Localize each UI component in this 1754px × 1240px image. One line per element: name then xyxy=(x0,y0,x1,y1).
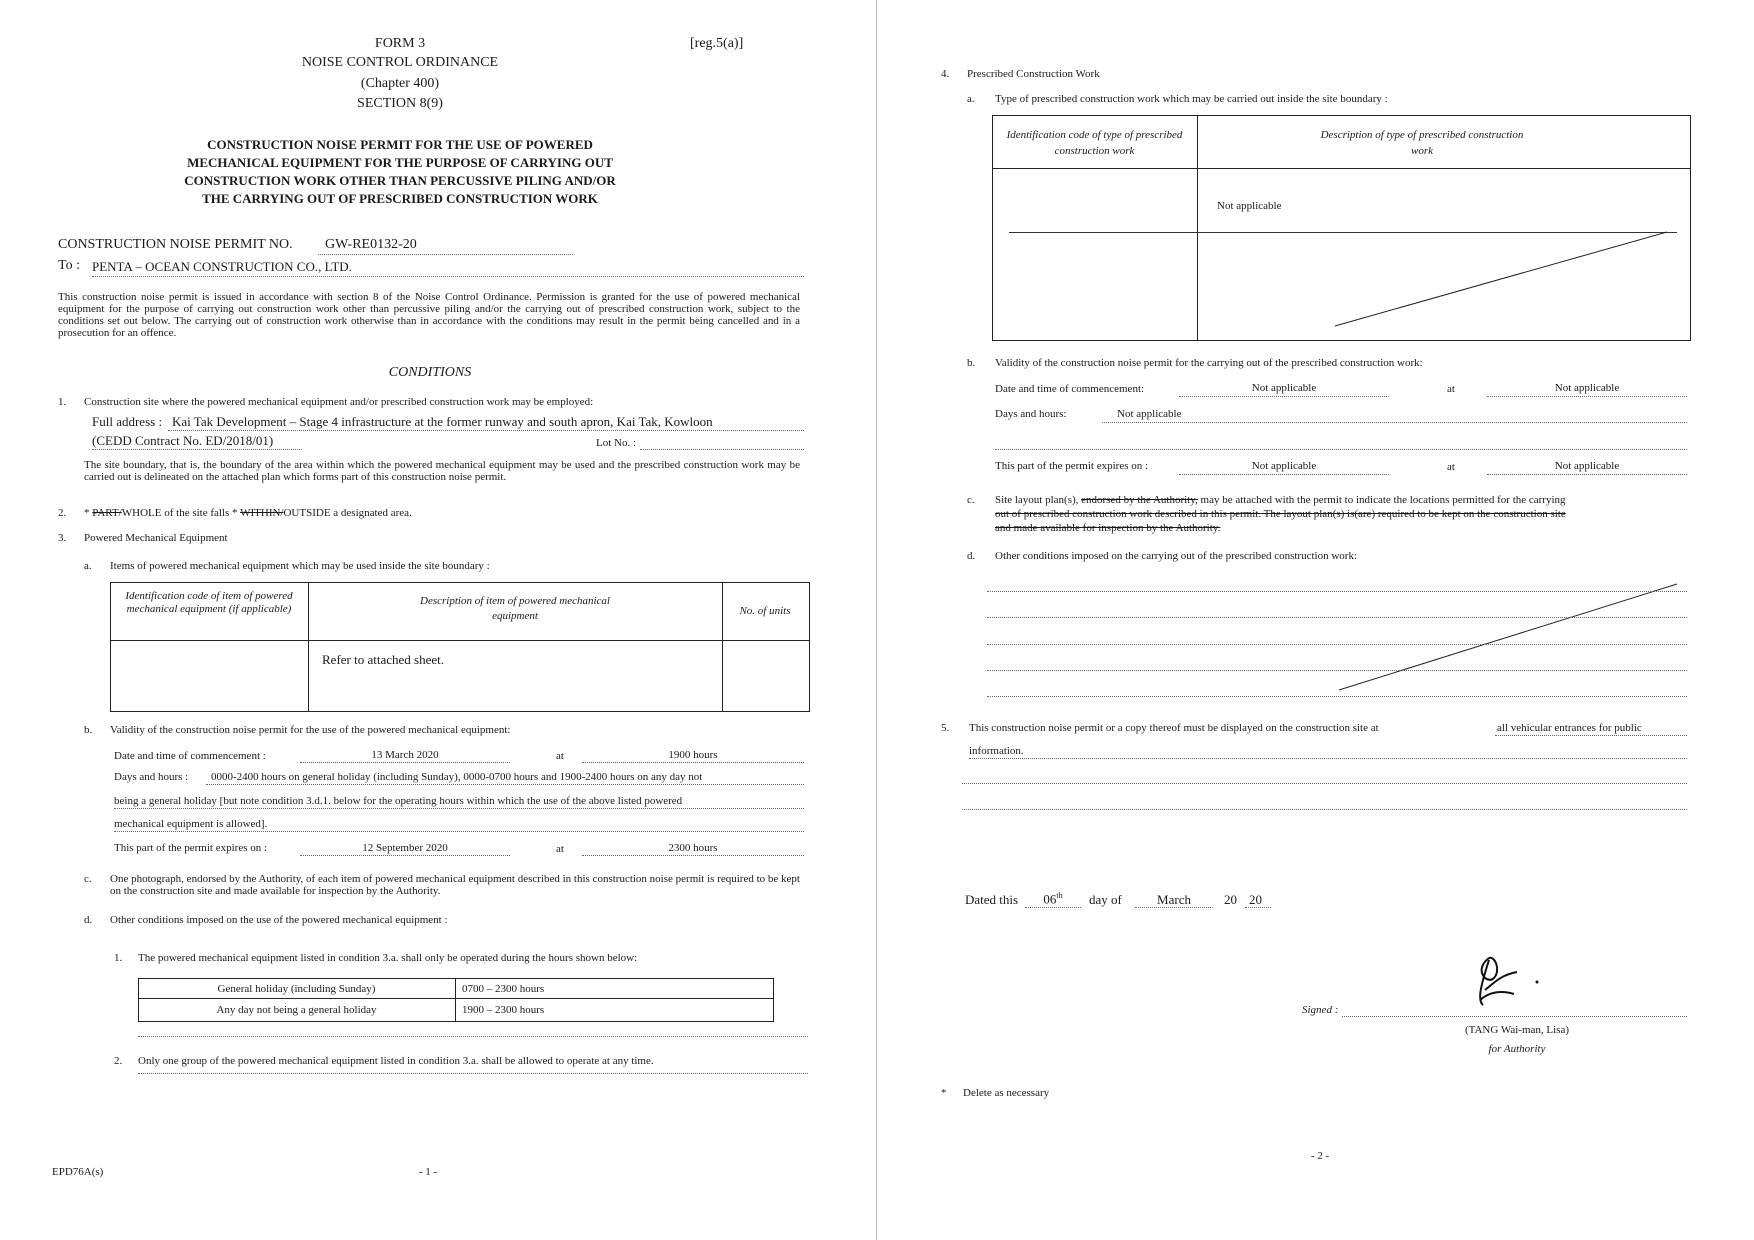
condition-4d-number: d. xyxy=(967,550,976,562)
expiry-date-line xyxy=(300,855,510,856)
work-expiry-time-line xyxy=(1487,474,1687,475)
condition-5-fill: all vehicular entrances for public xyxy=(1497,722,1642,734)
signed-label: Signed : xyxy=(1302,1004,1339,1016)
delete-note-star: * xyxy=(941,1087,947,1099)
condition-4b-number: b. xyxy=(967,357,976,369)
condition-3b-text: Validity of the construction noise permit for the use of the powered mechanical equipment: xyxy=(110,724,511,736)
work-days-rule-2 xyxy=(995,449,1687,450)
days-hours-rule-3 xyxy=(114,831,804,832)
page-number-2: - 2 - xyxy=(1310,1150,1330,1162)
dated-day-line xyxy=(1025,907,1081,908)
dated-month-line xyxy=(1135,907,1213,908)
condition-2-whole: WHOLE of the site falls xyxy=(121,507,230,519)
other-conditions-rule-3 xyxy=(987,644,1687,645)
site-boundary-paragraph: The site boundary, that is, the boundary of the area within which the powered mechanical equipment may be used and the prescribed construction work may be carried out is delineated on the attached plan which forms part of this construction noise permit. xyxy=(84,459,800,483)
condition-d2-text: Only one group of the powered mechanical equipment listed in condition 3.a. shall be allowed to operate at any time. xyxy=(138,1055,654,1067)
day-of-label: day of xyxy=(1089,892,1122,907)
page-number-1: - 1 - xyxy=(418,1166,438,1178)
condition-4c-number: c. xyxy=(967,494,975,506)
dated-month: March xyxy=(1157,892,1191,907)
condition-3d-text: Other conditions imposed on the use of the powered mechanical equipment : xyxy=(110,914,448,926)
condition-4c-strike-c: and made available for inspection by the Authority. xyxy=(995,522,1221,534)
ordinance-name: NOISE CONTROL ORDINANCE xyxy=(301,55,499,70)
work-commencement-label: Date and time of commencement: xyxy=(995,383,1145,395)
condition-3a-text: Items of powered mechanical equipment which may be used inside the site boundary : xyxy=(110,560,490,572)
expiry-label: This part of the permit expires on : xyxy=(114,842,268,854)
hours-table-row-line xyxy=(138,998,773,999)
expiry-time-line xyxy=(582,855,804,856)
hours-table-divider xyxy=(455,978,456,1021)
other-conditions-strike-diagonal xyxy=(1339,584,1677,690)
delete-note: Delete as necessary xyxy=(963,1087,1050,1099)
condition-5-rule-2 xyxy=(962,783,1687,784)
days-hours-label: Days and hours : xyxy=(114,771,189,783)
condition-3-number: 3. xyxy=(58,532,67,544)
days-hours-rule-1 xyxy=(206,784,804,785)
site-address: Kai Tak Development – Stage 4 infrastructure at the former runway and south apron, Kai Tak, Kowloon xyxy=(172,414,713,429)
signer-name: (TANG Wai-man, Lisa) xyxy=(1464,1024,1570,1036)
dated-year-suffix: 20 xyxy=(1249,892,1262,907)
prescribed-work-strike-horizontal xyxy=(1009,232,1677,233)
d2-rule xyxy=(138,1073,808,1074)
days-hours-line-2: being a general holiday [but note condition 3.d.1. below for the operating hours within which the use of the above listed powered xyxy=(114,795,683,807)
lot-label: Lot No. : xyxy=(596,437,637,449)
condition-d2-number: 2. xyxy=(114,1055,123,1067)
address-line xyxy=(168,430,804,431)
equipment-table-body: Refer to attached sheet. xyxy=(322,652,444,667)
days-hours-rule-2 xyxy=(114,808,804,809)
work-expiry-value: Not applicable xyxy=(1251,460,1317,472)
permit-title-line-4: THE CARRYING OUT OF PRESCRIBED CONSTRUCTION WORK xyxy=(202,191,598,206)
work-expiry-time: Not applicable xyxy=(1554,460,1620,472)
permit-number-line xyxy=(318,254,573,255)
addressee-line xyxy=(92,276,804,277)
to-label: To : xyxy=(58,258,80,273)
regulation-ref: [reg.5(a)] xyxy=(690,36,744,51)
condition-2-part: PART/ xyxy=(92,507,122,519)
other-conditions-rule-4 xyxy=(987,670,1687,671)
work-days-rule-1 xyxy=(1102,422,1687,423)
chapter: (Chapter 400) xyxy=(360,76,440,91)
work-commencement-value: Not applicable xyxy=(1251,382,1317,394)
work-days-label: Days and hours: xyxy=(995,408,1067,420)
condition-5-text: This construction noise permit or a copy thereof must be displayed on the construction site at xyxy=(969,722,1379,734)
condition-4-number: 4. xyxy=(941,68,950,80)
condition-2-star-2: * xyxy=(232,507,238,519)
document-page-2 xyxy=(877,0,1754,1240)
hours-row-1-value: 0700 – 2300 hours xyxy=(462,983,545,995)
condition-2-star-1: * xyxy=(84,507,90,519)
commencement-time-line xyxy=(582,762,804,763)
condition-4a-text: Type of prescribed construction work which may be carried out inside the site boundary : xyxy=(995,93,1388,105)
condition-5-rule-1 xyxy=(969,758,1687,759)
condition-5-fill-line xyxy=(1495,735,1687,736)
prescribed-work-body: Not applicable xyxy=(1217,200,1282,212)
prescribed-work-table-divider xyxy=(1197,115,1198,340)
prescribed-work-table-header-line xyxy=(992,168,1690,169)
other-conditions-rule-1 xyxy=(987,591,1687,592)
for-authority: for Authority xyxy=(1488,1043,1546,1055)
dated-this-label: Dated this xyxy=(965,892,1019,907)
condition-1-text: Construction site where the powered mechanical equipment and/or prescribed construction work may be employed: xyxy=(84,396,594,408)
condition-4b-text: Validity of the construction noise permit for the carrying out of the prescribed construction work: xyxy=(995,357,1423,369)
equipment-table-header-code: Identification code of item of powered mechanical equipment (if applicable) xyxy=(125,590,293,615)
expiry-time: 2300 hours xyxy=(668,842,718,854)
other-conditions-rule-5 xyxy=(987,696,1687,697)
commencement-date: 13 March 2020 xyxy=(371,749,439,761)
work-commencement-time-line xyxy=(1487,396,1687,397)
intro-paragraph: This construction noise permit is issued in accordance with section 8 of the Noise Control Ordinance. Permission is granted for the use of powered mechanical equipment for the purpose of carrying out construction work other than percussive piling and/or the carrying out of prescribed construction work, subject to the conditions set out below. The carrying out of construction work otherwise than in accordance with the conditions may result in the permit being cancelled and in a prosecution for an offence. xyxy=(58,291,800,339)
condition-5-rule-3 xyxy=(962,809,1687,810)
signature-line xyxy=(1342,1016,1687,1017)
work-days-value: Not applicable xyxy=(1117,408,1182,420)
condition-4-title: Prescribed Construction Work xyxy=(967,68,1100,80)
form-code: EPD76A(s) xyxy=(52,1166,104,1178)
condition-5-fill-2: information. xyxy=(969,745,1024,757)
condition-2-text xyxy=(84,507,412,519)
condition-4a-number: a. xyxy=(967,93,975,105)
signature-mark xyxy=(1480,958,1517,1005)
d1-rule xyxy=(138,1036,808,1037)
section: SECTION 8(9) xyxy=(357,96,443,111)
condition-3c-number: c. xyxy=(84,873,92,885)
condition-3c-text: One photograph, endorsed by the Authority, of each item of powered mechanical equipment described in this construction noise permit is required to be kept on the construction site and made available for inspection by the Authority. xyxy=(110,873,800,897)
commencement-time: 1900 hours xyxy=(668,749,718,761)
hours-row-1-label: General holiday (including Sunday) xyxy=(217,983,376,995)
dated-day xyxy=(1025,891,1081,907)
days-hours-line-1: 0000-2400 hours on general holiday (including Sunday), 0000-0700 hours and 1900-2400 hours on any day not xyxy=(211,771,703,783)
signature-dot xyxy=(1536,981,1539,984)
permit-number: GW-RE0132-20 xyxy=(325,237,417,252)
expiry-date: 12 September 2020 xyxy=(362,842,448,854)
condition-4d-text: Other conditions imposed on the carrying out of the prescribed construction work: xyxy=(995,550,1357,562)
hours-row-2-label: Any day not being a general holiday xyxy=(216,1004,377,1016)
condition-4c-text-a: Site layout plan(s), xyxy=(995,494,1079,506)
work-commencement-time: Not applicable xyxy=(1554,382,1620,394)
prescribed-work-header-code: Identification code of type of prescribed construction work xyxy=(1006,129,1183,157)
other-conditions-rule-2 xyxy=(987,617,1687,618)
condition-2-number: 2. xyxy=(58,507,67,519)
commencement-label: Date and time of commencement : xyxy=(114,750,266,762)
condition-5-number: 5. xyxy=(941,722,950,734)
form-number: FORM 3 xyxy=(374,36,426,51)
condition-2-outside: OUTSIDE a designated area. xyxy=(283,507,412,519)
work-commencement-line xyxy=(1179,396,1389,397)
condition-3b-number: b. xyxy=(84,724,93,736)
equipment-table-divider-1 xyxy=(308,582,309,711)
condition-4c-text-b: may be attached with the permit to indicate the locations permitted for the carrying xyxy=(1200,494,1566,506)
dated-year-line xyxy=(1245,907,1271,908)
equipment-table-header-line xyxy=(110,640,809,641)
work-commencement-at: at xyxy=(1447,383,1455,395)
hours-row-2-value: 1900 – 2300 hours xyxy=(462,1004,545,1016)
document-page-1 xyxy=(0,0,876,1240)
permit-title-line-3: CONSTRUCTION WORK OTHER THAN PERCUSSIVE PILING AND/OR xyxy=(184,173,616,188)
equipment-table-divider-2 xyxy=(722,582,723,711)
work-expiry-label: This part of the permit expires on : xyxy=(995,460,1149,472)
address-label: Full address : xyxy=(92,414,163,429)
condition-3a-number: a. xyxy=(84,560,92,572)
work-expiry-at: at xyxy=(1447,461,1455,473)
work-expiry-line xyxy=(1179,474,1389,475)
condition-2-within: WITHIN/ xyxy=(240,507,284,519)
addressee: PENTA – OCEAN CONSTRUCTION CO., LTD. xyxy=(92,259,352,274)
site-address-contract: (CEDD Contract No. ED/2018/01) xyxy=(92,433,274,448)
condition-4c-strike-b: out of prescribed construction work described in this permit. The layout plan(s) is(are) required to be kept on the construction site xyxy=(995,508,1566,520)
conditions-heading: CONDITIONS xyxy=(388,365,472,380)
condition-d1-number: 1. xyxy=(114,952,123,964)
permit-number-label: CONSTRUCTION NOISE PERMIT NO. xyxy=(58,237,293,252)
days-hours-line-3: mechanical equipment is allowed]. xyxy=(114,818,268,830)
permit-title-line-2: MECHANICAL EQUIPMENT FOR THE PURPOSE OF CARRYING OUT xyxy=(187,155,613,170)
lot-line xyxy=(640,449,804,450)
equipment-table-header-description: Description of item of powered mechanical equipment xyxy=(420,595,610,622)
condition-4c-strike-a: endorsed by the Authority, xyxy=(1081,494,1198,506)
commencement-date-line xyxy=(300,762,510,763)
condition-4c-line-1 xyxy=(995,494,1566,506)
expiry-at: at xyxy=(556,843,564,855)
commencement-at: at xyxy=(556,750,564,762)
dated-day-number: 06 xyxy=(1043,891,1057,907)
condition-3-title: Powered Mechanical Equipment xyxy=(84,532,228,544)
permit-title-line-1: CONSTRUCTION NOISE PERMIT FOR THE USE OF POWERED xyxy=(207,137,593,152)
condition-1-number: 1. xyxy=(58,396,67,408)
equipment-table-header-units: No. of units xyxy=(739,605,791,617)
dated-year-prefix: 20 xyxy=(1224,892,1237,907)
condition-d1-text: The powered mechanical equipment listed in condition 3.a. shall only be operated during the hours shown below: xyxy=(138,952,638,964)
prescribed-work-header-description: Description of type of prescribed construction work xyxy=(1320,129,1524,157)
condition-3d-number: d. xyxy=(84,914,93,926)
contract-line xyxy=(92,449,302,450)
dated-day-suffix: th xyxy=(1056,891,1063,900)
